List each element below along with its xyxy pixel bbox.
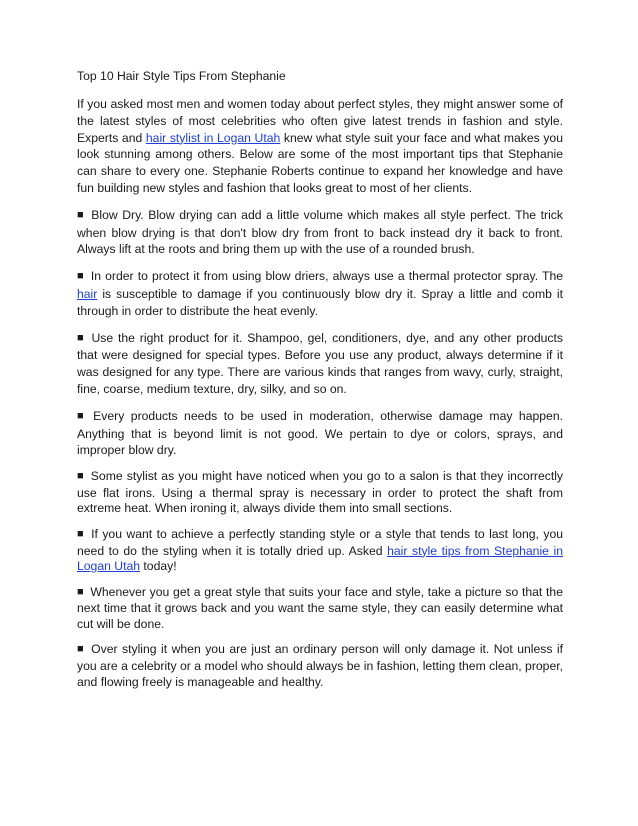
hair-style-tips-link[interactable]: hair style tips from Stephanie in Logan Utah xyxy=(77,543,563,574)
tip-text: Use the right product for it. Shampoo, gel, conditioners, dye, and any other products that were designed for special types. Before you use any product, always determine if it was designed for any type. There are various kinds that ranges from wavy, curly, straight, fine, coarse, medium texture, dry, silky, and so on. xyxy=(77,330,563,396)
document-page xyxy=(77,68,563,700)
document-title: Top 10 Hair Style Tips From Stephanie xyxy=(77,69,286,83)
bullet-icon: ■ xyxy=(77,585,84,598)
hair-link[interactable]: hair xyxy=(77,286,98,301)
intro-text-1: If you asked most men and women today about perfect styles, they might answer some of the latest styles of most celebrities who often give latest trends in fashion and style. Experts and xyxy=(77,97,563,145)
bullet-icon: ■ xyxy=(77,470,84,483)
tip-text-2: is susceptible to damage if you continuously blow dry it. Spray a little and comb it through in order to distribute the heat evenly. xyxy=(77,286,563,318)
tip-paragraph-over-styling xyxy=(77,642,563,690)
tip-paragraph-standing-style xyxy=(77,527,563,575)
tip-text-1: If you want to achieve a perfectly standing style or a style that tends to last long, you need to do the styling when it is totally dried up. Asked xyxy=(77,526,563,558)
tip-text: Every products needs to be used in moderation, otherwise damage may happen. Anything that is beyond limit is not good. We pertain to dye or colors, sprays, and improper blow dry. xyxy=(77,408,563,458)
tip-text: Over styling it when you are just an ordinary person will only damage it. Not unless if you are a celebrity or a model who should always be in fashion, letting them clean, proper, and flowing freely is manageable and healthy. xyxy=(77,642,564,689)
tip-text: Some stylist as you might have noticed when you go to a salon is that they incorrectly use flat irons. Using a thermal spray is necessary in order to protect the shaft from extreme heat. When ironing it, always divide them into small sections. xyxy=(77,469,564,516)
bullet-icon: ■ xyxy=(77,409,84,422)
bullet-icon: ■ xyxy=(77,331,84,344)
tip-text: Whenever you get a great style that suits your face and style, take a picture so that the next time that it grows back and you want the same style, they can easily determine what cut will be done. xyxy=(77,584,563,631)
bullet-icon: ■ xyxy=(77,270,84,283)
intro-paragraph xyxy=(77,96,563,197)
tip-paragraph-blow-dry xyxy=(77,207,563,258)
bullet-icon: ■ xyxy=(77,527,84,540)
tip-paragraph-flat-irons xyxy=(77,469,563,517)
hair-stylist-logan-utah-link[interactable]: hair stylist in Logan Utah xyxy=(145,130,281,145)
tip-paragraph-right-product xyxy=(77,330,563,398)
tip-paragraph-moderation xyxy=(77,408,563,459)
tip-paragraph-thermal-protector xyxy=(77,268,563,319)
tip-text-1: In order to protect it from using blow driers, always use a thermal protector spray. The xyxy=(90,269,564,284)
bullet-icon: ■ xyxy=(77,208,84,221)
intro-text-2: knew what style suit your face and what makes you look stunning among others. Below are some of the most important tips that Stephanie can share to every one. Stephanie Roberts continue to expand her knowledge and have fun building new styles and fashion that looks great to most of her clients. xyxy=(77,130,563,195)
tip-paragraph-take-picture xyxy=(77,585,563,633)
tip-text-2: today! xyxy=(140,559,177,574)
bullet-icon: ■ xyxy=(77,643,84,656)
tip-text: Blow Dry. Blow drying can add a little volume which makes all style perfect. The trick when blow drying is that don't blow dry from front to back instead dry it back to front. Always lift at the roots and bring them up with the use of a rounded brush. xyxy=(77,207,563,257)
